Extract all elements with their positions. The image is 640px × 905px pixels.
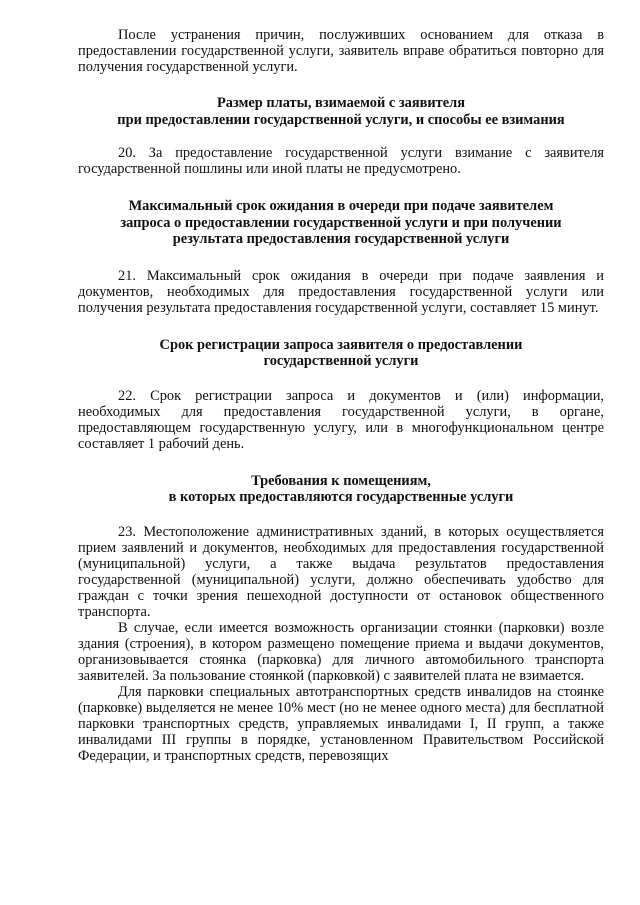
heading-queue-line-1: Максимальный срок ожидания в очереди при подаче заявителем xyxy=(128,198,554,214)
heading-registration xyxy=(78,337,604,370)
paragraph-22: 22. Срок регистрации запроса и документов и (или) информации, необходимых для предоставления государственной услуги, в органе, предоставляющем государственную услугу, или в многофункциональном центре составляет 1 рабочий день. xyxy=(78,387,604,452)
heading-queue xyxy=(78,198,604,248)
heading-fee xyxy=(78,95,604,128)
heading-premises-line-1: Требования к помещениям, xyxy=(251,472,431,489)
heading-queue-line-2: запроса о предоставлении государственной услуги и при получении xyxy=(120,214,562,231)
paragraph-21: 21. Максимальный срок ожидания в очереди при подаче заявления и документов, необходимых для предоставления государственной услуги или получения результата предоставления государственной услуги, составляет 15 минут. xyxy=(78,267,604,316)
paragraph-23-parking: В случае, если имеется возможность организации стоянки (парковки) возле здания (строения), в котором размещено помещение приема и выдачи документов, организовывается стоянка (парковка) для личного автомобильного транспорта заявителей. За пользование стоянкой (парковкой) с заявителей плата не взимается. xyxy=(78,619,604,684)
heading-registration-line-1: Срок регистрации запроса заявителя о предоставлении xyxy=(159,336,523,353)
heading-fee-line-1: Размер платы, взимаемой с заявителя xyxy=(217,95,465,111)
heading-premises-line-2: в которых предоставляются государственные услуги xyxy=(168,489,514,505)
paragraph-23: 23. Местоположение административных зданий, в которых осуществляется прием заявлений и документов, необходимых для предоставления государственной (муниципальной) услуги, а также выдача результатов предоставления государственной (муниципальной) услуги, должно обеспечивать удобство для граждан с точки зрения пешеходной доступности от остановок общественного транспорта. xyxy=(78,523,604,620)
paragraph-23-disabled-parking: Для парковки специальных автотранспортных средств инвалидов на стоянке (парковке) выделяется не менее 10% мест (но не менее одного места) для бесплатной парковки транспортных средств, управляемых инвалидами I, II групп, а также инвалидами III группы в порядке, установленном Правительством Российской Федерации, и транспортных средств, перевозящих xyxy=(78,683,604,764)
heading-queue-line-3: результата предоставления государственной услуги xyxy=(172,231,510,247)
heading-fee-line-2: при предоставлении государственной услуги, и способы ее взимания xyxy=(117,111,565,128)
heading-premises xyxy=(78,473,604,506)
paragraph-20: 20. За предоставление государственной услуги взимание с заявителя государственной пошлины или иной платы не предусмотрено. xyxy=(78,145,604,177)
paragraph-intro: После устранения причин, послуживших основанием для отказа в предоставлении государственной услуги, заявитель вправе обратиться повторно для получения государственной услуги. xyxy=(78,27,604,75)
heading-registration-line-2: государственной услуги xyxy=(263,353,419,369)
